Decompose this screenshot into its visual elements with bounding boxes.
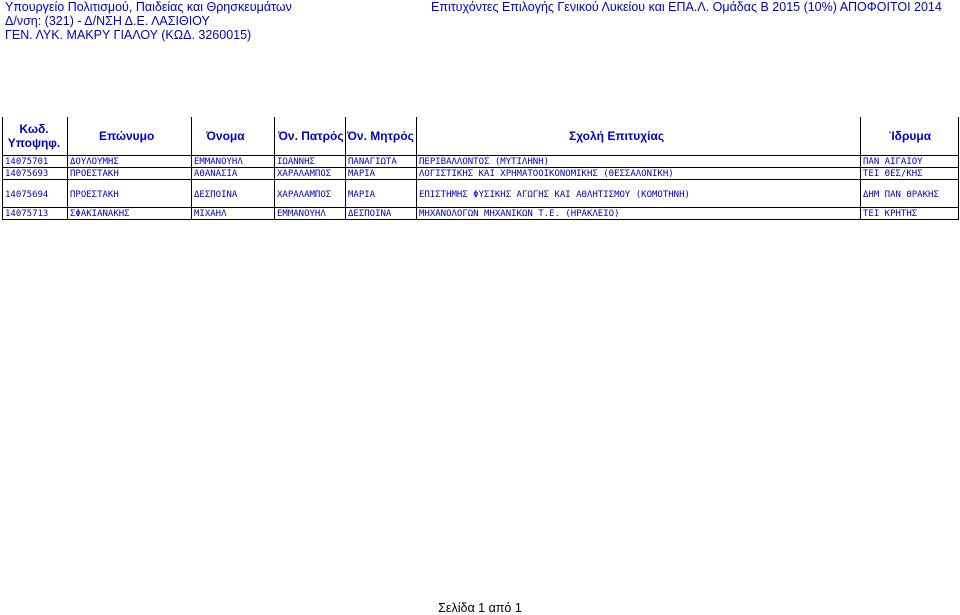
col-header-code-line1: Κωδ. xyxy=(19,122,49,136)
cell-school: ΠΕΡΙΒΑΛΛΟΝΤΟΣ (ΜΥΤΙΛΗΝΗ) xyxy=(419,157,550,167)
table-col-line xyxy=(274,117,275,220)
cell-code: 14075701 xyxy=(5,157,49,167)
ministry-line: Υπουργείο Πολιτισμού, Παιδείας και Θρησκευμάτων xyxy=(5,0,292,14)
cell-code: 14075713 xyxy=(5,209,49,219)
cell-institution: ΤΕΙ ΚΡΗΤΗΣ xyxy=(863,209,918,219)
cell-institution: ΠΑΝ ΑΙΓΑΙΟΥ xyxy=(863,157,923,167)
report-title: Επιτυχόντες Επιλογής Γενικού Λυκείου και ΕΠΑ.Λ. Ομάδας Β 2015 (10%) ΑΠΟΦΟΙΤΟΙ 2014 xyxy=(431,0,942,14)
col-header-institution: Ίδρυμα xyxy=(889,129,932,143)
cell-name: ΑΘΑΝΑΣΙΑ xyxy=(194,169,238,179)
table-col-line xyxy=(416,117,417,220)
cell-mother: ΜΑΡΙΑ xyxy=(348,169,376,179)
cell-institution: ΔΗΜ ΠΑΝ ΘΡΑΚΗΣ xyxy=(863,190,939,200)
cell-mother: ΜΑΡΙΑ xyxy=(348,190,376,200)
cell-code: 14075694 xyxy=(5,190,49,200)
header-left xyxy=(5,0,292,42)
cell-name: ΜΙΧΑΗΛ xyxy=(194,209,227,219)
col-header-mother: Όν. Μητρός xyxy=(347,129,414,143)
table-col-line xyxy=(345,117,346,220)
col-header-code xyxy=(2,117,66,155)
directorate-line: Δ/νση: (321) - Δ/ΝΣΗ Δ.Ε. ΛΑΣΙΘΙΟΥ xyxy=(5,14,210,28)
cell-surname: ΔΟΥΛΟΥΜΗΣ xyxy=(70,157,119,167)
cell-father: ΕΜΜΑΝΟΥΗΛ xyxy=(277,209,326,219)
col-header-surname: Επώνυμο xyxy=(99,129,155,143)
cell-mother: ΠΑΝΑΓΙΩΤΑ xyxy=(348,157,397,167)
table-col-line xyxy=(67,117,68,220)
cell-father: ΧΑΡΑΛΑΜΠΟΣ xyxy=(277,190,332,200)
school-line: ΓΕΝ. ΛΥΚ. ΜΑΚΡΥ ΓΙΑΛΟΥ (ΚΩΔ. 3260015) xyxy=(5,28,252,42)
cell-father: ΙΩΑΝΝΗΣ xyxy=(277,157,315,167)
col-header-father: Όν. Πατρός xyxy=(278,129,344,143)
table-col-line xyxy=(191,117,192,220)
cell-mother: ΔΕΣΠΟΙΝΑ xyxy=(348,209,392,219)
table-col-line xyxy=(958,117,959,220)
cell-surname: ΠΡΟΕΣΤΑΚΗ xyxy=(70,169,119,179)
cell-school: ΕΠΙΣΤΗΜΗΣ ΦΥΣΙΚΗΣ ΑΓΩΓΗΣ ΚΑΙ ΑΘΛΗΤΙΣΜΟΥ (ΚΟΜΟΤΗΝΗ) xyxy=(419,190,690,200)
col-header-school: Σχολή Επιτυχίας xyxy=(569,129,665,143)
col-header-name: Όνομα xyxy=(206,129,245,143)
col-header-code-line2: Υποψηφ. xyxy=(7,136,61,150)
cell-code: 14075693 xyxy=(5,169,49,179)
cell-father: ΧΑΡΑΛΑΜΠΟΣ xyxy=(277,169,332,179)
page-number: Σελίδα 1 από 1 xyxy=(438,601,522,615)
cell-name: ΕΜΜΑΝΟΥΗΛ xyxy=(194,157,243,167)
cell-surname: ΠΡΟΕΣΤΑΚΗ xyxy=(70,190,119,200)
table-col-line xyxy=(860,117,861,220)
cell-name: ΔΕΣΠΟΙΝΑ xyxy=(194,190,238,200)
cell-school: ΜΗΧΑΝΟΛΟΓΩΝ ΜΗΧΑΝΙΚΩΝ Τ.Ε. (ΗΡΑΚΛΕΙΟ) xyxy=(419,209,620,219)
cell-school: ΛΟΓΙΣΤΙΚΗΣ ΚΑΙ ΧΡΗΜΑΤΟΟΙΚΟΝΟΜΙΚΗΣ (ΘΕΣΣΑΛΟΝΙΚΗ) xyxy=(419,169,674,179)
table-col-line xyxy=(2,117,3,220)
cell-surname: ΣΦΑΚΙΑΝΑΚΗΣ xyxy=(70,209,130,219)
cell-institution: ΤΕΙ ΘΕΣ/ΚΗΣ xyxy=(863,169,923,179)
